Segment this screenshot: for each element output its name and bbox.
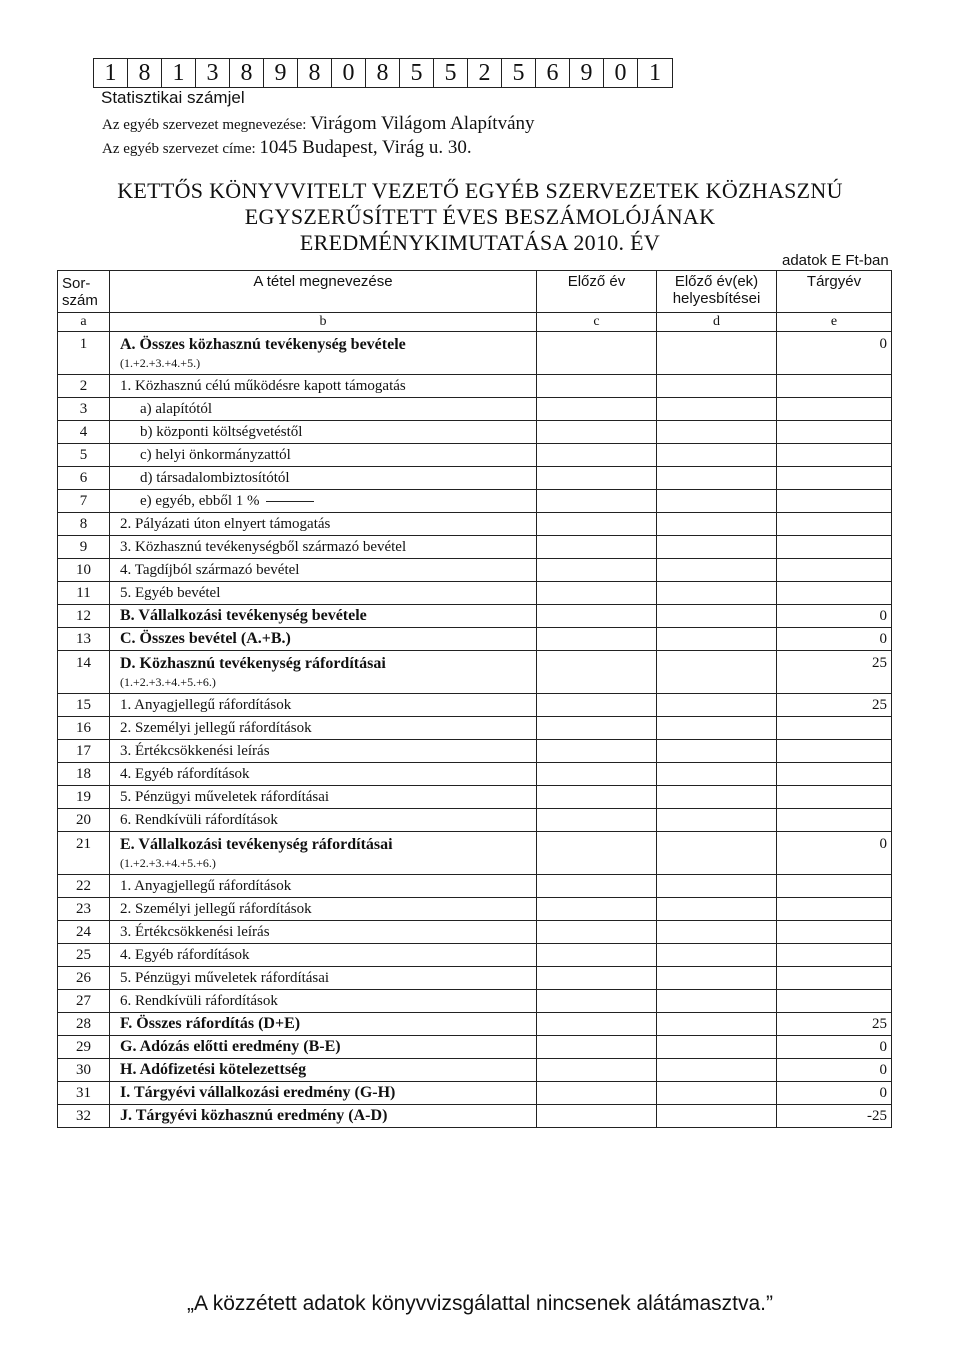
row-formula: (1.+2.+3.+4.+5.) [120, 356, 201, 370]
prev-year-cell [537, 1013, 657, 1036]
current-year-value [777, 421, 892, 444]
table-row [58, 1082, 892, 1105]
stat-digit: 5 [400, 59, 434, 87]
stat-digit: 0 [604, 59, 638, 87]
row-number: 15 [58, 694, 110, 717]
row-label-cell [110, 763, 537, 786]
row-label: J. Tárgyévi közhasznú eredmény (A-D) [120, 1107, 388, 1124]
row-number: 27 [58, 990, 110, 1013]
stat-digit: 9 [570, 59, 604, 87]
prev-year-cell [537, 559, 657, 582]
table-row [58, 421, 892, 444]
row-label: 1. Anyagjellegű ráfordítások [120, 877, 292, 894]
stat-digit: 5 [434, 59, 468, 87]
row-label-cell [110, 921, 537, 944]
row-label: H. Adófizetési kötelezettség [120, 1061, 307, 1078]
table-row [58, 375, 892, 398]
row-label-cell [110, 536, 537, 559]
row-label: c) helyi önkormányzattól [140, 446, 291, 463]
row-label: a) alapítótól [140, 400, 213, 417]
column-letter: e [777, 313, 892, 332]
row-label-cell [110, 898, 537, 921]
table-row [58, 809, 892, 832]
row-label: 1. Anyagjellegű ráfordítások [120, 696, 292, 713]
header-prev-corr-line2: helyesbítései [672, 290, 761, 307]
row-number: 21 [58, 832, 110, 875]
row-label-cell [110, 990, 537, 1013]
prev-corrections-cell [657, 944, 777, 967]
stat-digit: 2 [468, 59, 502, 87]
current-year-value [777, 490, 892, 513]
table-row [58, 582, 892, 605]
table-row [58, 717, 892, 740]
row-label-cell [110, 967, 537, 990]
current-year-value [777, 536, 892, 559]
header-item-name: A tétel megnevezése [110, 271, 537, 313]
row-label: E. Vállalkozási tevékenység ráfordításai [120, 836, 393, 853]
row-formula: (1.+2.+3.+4.+5.+6.) [120, 675, 216, 689]
row-label-cell [110, 332, 537, 375]
row-label-cell [110, 1036, 537, 1059]
prev-corrections-cell [657, 990, 777, 1013]
prev-year-cell [537, 375, 657, 398]
prev-corrections-cell [657, 559, 777, 582]
table-row [58, 1105, 892, 1128]
row-label: A. Összes közhasznú tevékenység bevétele [120, 336, 406, 353]
prev-year-cell [537, 786, 657, 809]
row-label-cell [110, 628, 537, 651]
row-number: 26 [58, 967, 110, 990]
table-row [58, 1013, 892, 1036]
row-number: 6 [58, 467, 110, 490]
row-label-cell [110, 513, 537, 536]
table-row [58, 944, 892, 967]
prev-corrections-cell [657, 809, 777, 832]
current-year-value: 0 [777, 628, 892, 651]
row-label: 5. Pénzügyi műveletek ráfordításai [120, 788, 330, 805]
prev-year-cell [537, 967, 657, 990]
row-label-cell [110, 398, 537, 421]
current-year-value [777, 467, 892, 490]
table-row [58, 1036, 892, 1059]
audit-disclaimer: „A közzétett adatok könyvvizsgálattal nincsenek alátámasztva.” [187, 1292, 773, 1315]
current-year-value [777, 398, 892, 421]
column-letter: d [657, 313, 777, 332]
stat-number-boxes [93, 58, 673, 88]
prev-year-cell [537, 809, 657, 832]
table-row [58, 763, 892, 786]
row-label: 1. Közhasznú célú működésre kapott támogatás [120, 377, 406, 394]
row-number: 10 [58, 559, 110, 582]
row-label-cell [110, 444, 537, 467]
row-number: 8 [58, 513, 110, 536]
row-number: 28 [58, 1013, 110, 1036]
row-label: 4. Egyéb ráfordítások [120, 765, 250, 782]
table-row [58, 444, 892, 467]
column-letters-row [58, 313, 892, 332]
row-label: d) társadalombiztosítótól [140, 469, 290, 486]
prev-year-cell [537, 1105, 657, 1128]
prev-year-cell [537, 717, 657, 740]
row-number: 20 [58, 809, 110, 832]
row-label-cell [110, 1013, 537, 1036]
row-label: I. Tárgyévi vállalkozási eredmény (G-H) [120, 1084, 396, 1101]
row-number: 23 [58, 898, 110, 921]
row-label: 2. Személyi jellegű ráfordítások [120, 900, 312, 917]
table-row [58, 967, 892, 990]
table-row [58, 740, 892, 763]
row-number: 12 [58, 605, 110, 628]
org-address-value: 1045 Budapest, Virág u. 30. [259, 137, 472, 158]
prev-year-cell [537, 740, 657, 763]
stat-digit: 8 [128, 59, 162, 87]
prev-year-cell [537, 651, 657, 694]
current-year-value: 0 [777, 605, 892, 628]
row-number: 14 [58, 651, 110, 694]
row-label-cell [110, 1105, 537, 1128]
table-row [58, 536, 892, 559]
table-row [58, 990, 892, 1013]
table-row [58, 628, 892, 651]
table-row [58, 605, 892, 628]
prev-corrections-cell [657, 1105, 777, 1128]
prev-corrections-cell [657, 786, 777, 809]
table-header-row [58, 271, 892, 313]
report-title-line2: EGYSZERŰSÍTETT ÉVES BESZÁMOLÓJÁNAK [244, 204, 716, 229]
row-label-cell [110, 421, 537, 444]
row-label: 4. Tagdíjból származó bevétel [120, 561, 300, 578]
current-year-value: 0 [777, 1082, 892, 1105]
row-label: 4. Egyéb ráfordítások [120, 946, 250, 963]
table-row [58, 1059, 892, 1082]
prev-year-cell [537, 444, 657, 467]
prev-year-cell [537, 990, 657, 1013]
unit-note: adatok E Ft-ban [782, 252, 889, 269]
row-label-cell [110, 944, 537, 967]
prev-corrections-cell [657, 421, 777, 444]
org-name-line [102, 113, 535, 135]
current-year-value: 0 [777, 1059, 892, 1082]
row-label-cell [110, 809, 537, 832]
current-year-value: 25 [777, 694, 892, 717]
prev-corrections-cell [657, 444, 777, 467]
stat-digit: 1 [94, 59, 128, 87]
current-year-value: -25 [777, 1105, 892, 1128]
prev-year-cell [537, 536, 657, 559]
prev-year-cell [537, 628, 657, 651]
prev-corrections-cell [657, 921, 777, 944]
stat-digit: 6 [536, 59, 570, 87]
prev-corrections-cell [657, 875, 777, 898]
prev-year-cell [537, 332, 657, 375]
row-label-cell [110, 467, 537, 490]
table-row [58, 694, 892, 717]
row-label: G. Adózás előtti eredmény (B-E) [120, 1038, 341, 1055]
row-label: 5. Pénzügyi műveletek ráfordításai [120, 969, 330, 986]
header-current-year: Tárgyév [777, 271, 892, 313]
row-label-cell [110, 490, 537, 513]
current-year-value [777, 898, 892, 921]
row-formula: (1.+2.+3.+4.+5.+6.) [120, 856, 216, 870]
current-year-value: 25 [777, 1013, 892, 1036]
row-number: 9 [58, 536, 110, 559]
row-label-cell [110, 559, 537, 582]
current-year-value [777, 944, 892, 967]
current-year-value: 0 [777, 832, 892, 875]
row-number: 13 [58, 628, 110, 651]
prev-year-cell [537, 875, 657, 898]
prev-year-cell [537, 398, 657, 421]
current-year-value: 25 [777, 651, 892, 694]
row-label: F. Összes ráfordítás (D+E) [120, 1015, 301, 1032]
prev-year-cell [537, 944, 657, 967]
row-number: 5 [58, 444, 110, 467]
prev-year-cell [537, 898, 657, 921]
prev-corrections-cell [657, 605, 777, 628]
current-year-value [777, 786, 892, 809]
prev-corrections-cell [657, 717, 777, 740]
header-prev-year: Előző év [537, 271, 657, 313]
current-year-value [777, 809, 892, 832]
prev-corrections-cell [657, 536, 777, 559]
table-row [58, 559, 892, 582]
row-label-cell [110, 582, 537, 605]
current-year-value [777, 717, 892, 740]
stat-digit: 1 [649, 60, 661, 86]
stat-number-label: Statisztikai számjel [101, 88, 245, 107]
row-number: 3 [58, 398, 110, 421]
row-number: 24 [58, 921, 110, 944]
table-row [58, 651, 892, 694]
row-label: D. Közhasznú tevékenység ráfordításai [120, 655, 386, 672]
prev-corrections-cell [657, 332, 777, 375]
income-statement-table [57, 270, 892, 1128]
prev-year-cell [537, 467, 657, 490]
current-year-value [777, 513, 892, 536]
header-serial [58, 271, 110, 313]
table-row [58, 786, 892, 809]
row-number: 19 [58, 786, 110, 809]
row-label-cell [110, 694, 537, 717]
row-label-cell [110, 740, 537, 763]
column-letter: b [110, 313, 537, 332]
row-number: 29 [58, 1036, 110, 1059]
prev-corrections-cell [657, 1013, 777, 1036]
prev-corrections-cell [657, 1036, 777, 1059]
prev-year-cell [537, 694, 657, 717]
row-number: 16 [58, 717, 110, 740]
row-label-cell [110, 875, 537, 898]
row-label: C. Összes bevétel (A.+B.) [120, 630, 291, 647]
current-year-value [777, 990, 892, 1013]
row-number: 22 [58, 875, 110, 898]
row-label: 3. Értékcsökkenési leírás [120, 742, 270, 759]
row-label: B. Vállalkozási tevékenység bevétele [120, 607, 367, 624]
current-year-value: 0 [777, 1036, 892, 1059]
stat-digit: 1 [162, 59, 196, 87]
row-number: 18 [58, 763, 110, 786]
header-prev-corrections [657, 271, 777, 313]
org-name-label: Az egyéb szervezet megnevezése: [102, 117, 307, 133]
row-label-cell [110, 832, 537, 875]
row-label-cell [110, 1059, 537, 1082]
stat-digit: 5 [502, 59, 536, 87]
table-row [58, 898, 892, 921]
prev-corrections-cell [657, 1059, 777, 1082]
current-year-value [777, 444, 892, 467]
prev-year-cell [537, 1036, 657, 1059]
current-year-value [777, 740, 892, 763]
header-serial-line1: Sor- [62, 274, 91, 292]
current-year-value [777, 582, 892, 605]
row-label: 2. Pályázati úton elnyert támogatás [120, 515, 331, 532]
column-letter: a [58, 313, 110, 332]
table-row [58, 513, 892, 536]
table-row [58, 921, 892, 944]
row-label-cell [110, 717, 537, 740]
table-row [58, 832, 892, 875]
prev-year-cell [537, 1059, 657, 1082]
row-number: 32 [58, 1105, 110, 1128]
row-label: 6. Rendkívüli ráfordítások [120, 992, 278, 1009]
row-number: 30 [58, 1059, 110, 1082]
table-row [58, 332, 892, 375]
column-letter: c [537, 313, 657, 332]
row-number: 4 [58, 421, 110, 444]
header-prev-corr-line1: Előző év(ek) [674, 273, 759, 290]
current-year-value [777, 763, 892, 786]
current-year-value [777, 559, 892, 582]
prev-corrections-cell [657, 740, 777, 763]
prev-corrections-cell [657, 967, 777, 990]
report-title-line1: KETTŐS KÖNYVVITELT VEZETŐ EGYÉB SZERVEZETEK KÖZHASZNÚ [117, 178, 843, 203]
row-number: 31 [58, 1082, 110, 1105]
prev-year-cell [537, 513, 657, 536]
fill-in-blank [266, 501, 314, 502]
table-row [58, 490, 892, 513]
prev-corrections-cell [657, 1082, 777, 1105]
prev-corrections-cell [657, 694, 777, 717]
row-label-cell [110, 651, 537, 694]
prev-corrections-cell [657, 832, 777, 875]
prev-corrections-cell [657, 467, 777, 490]
row-label-cell [110, 375, 537, 398]
prev-corrections-cell [657, 490, 777, 513]
row-label: 5. Egyéb bevétel [120, 584, 221, 601]
prev-corrections-cell [657, 375, 777, 398]
table-row [58, 467, 892, 490]
prev-year-cell [537, 490, 657, 513]
row-label-cell [110, 786, 537, 809]
report-title-line3: EREDMÉNYKIMUTATÁSA 2010. ÉV [299, 230, 661, 255]
stat-digit: 0 [332, 59, 366, 87]
prev-corrections-cell [657, 763, 777, 786]
row-number: 7 [58, 490, 110, 513]
row-label: 6. Rendkívüli ráfordítások [120, 811, 278, 828]
prev-corrections-cell [657, 582, 777, 605]
prev-corrections-cell [657, 651, 777, 694]
row-label-cell [110, 1082, 537, 1105]
prev-year-cell [537, 605, 657, 628]
prev-year-cell [537, 832, 657, 875]
prev-year-cell [537, 1082, 657, 1105]
prev-year-cell [537, 763, 657, 786]
prev-year-cell [537, 582, 657, 605]
row-number: 2 [58, 375, 110, 398]
prev-corrections-cell [657, 398, 777, 421]
org-address-line [102, 137, 472, 159]
stat-digit: 8 [298, 59, 332, 87]
row-number: 1 [58, 332, 110, 375]
row-number: 25 [58, 944, 110, 967]
org-address-label: Az egyéb szervezet címe: [102, 141, 256, 157]
header-serial-line2: szám [62, 291, 98, 309]
prev-corrections-cell [657, 513, 777, 536]
stat-digit: 8 [366, 59, 400, 87]
table-row [58, 398, 892, 421]
row-label-cell [110, 605, 537, 628]
stat-digit: 9 [264, 59, 298, 87]
row-number: 17 [58, 740, 110, 763]
row-number: 11 [58, 582, 110, 605]
stat-digit: 3 [196, 59, 230, 87]
prev-corrections-cell [657, 898, 777, 921]
prev-year-cell [537, 921, 657, 944]
current-year-value [777, 875, 892, 898]
table-row [58, 875, 892, 898]
row-label: 3. Értékcsökkenési leírás [120, 923, 270, 940]
stat-digit: 8 [230, 59, 264, 87]
org-name-value: Virágom Világom Alapítvány [310, 113, 535, 134]
current-year-value [777, 967, 892, 990]
prev-year-cell [537, 421, 657, 444]
current-year-value [777, 375, 892, 398]
current-year-value: 0 [777, 332, 892, 375]
row-label: 2. Személyi jellegű ráfordítások [120, 719, 312, 736]
row-label: 3. Közhasznú tevékenységből származó bevétel [120, 538, 407, 555]
row-label: b) központi költségvetéstől [140, 423, 303, 440]
prev-corrections-cell [657, 628, 777, 651]
current-year-value [777, 921, 892, 944]
row-label: e) egyéb, ebből 1 % [140, 492, 260, 509]
